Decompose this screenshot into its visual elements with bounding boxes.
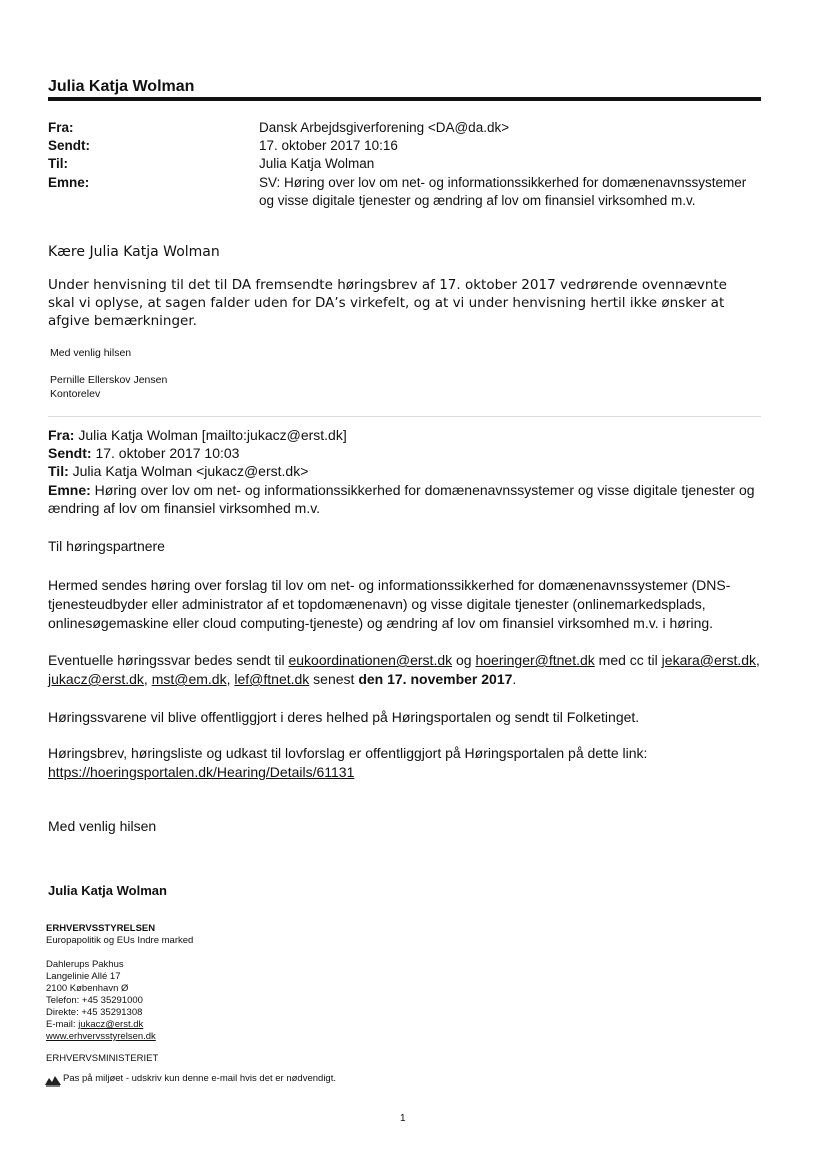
original-subject-label: Emne: [48, 482, 91, 498]
signature-phone: Telefon: +45 35291000 [46, 995, 143, 1006]
signature-email-link[interactable]: jukacz@erst.dk [78, 1019, 144, 1030]
original-sender-name: Julia Katja Wolman [48, 883, 167, 898]
salutation: Til høringspartnere [48, 538, 165, 554]
reply-greeting: Kære Julia Katja Wolman [48, 244, 220, 260]
recycle-icon [44, 1073, 62, 1087]
p2-text: og [452, 652, 476, 668]
hearing-portal-link[interactable]: https://hoeringsportalen.dk/Hearing/Details/61131 [48, 764, 355, 780]
p2-text: , [226, 671, 235, 687]
reply-paragraph-line-2: skal vi oplyse, at sagen falder uden for DA’s virkefelt, og at vi under henvisning hertil ikke ønsker at [48, 295, 725, 311]
original-from-value: Julia Katja Wolman [mailto:jukacz@erst.dk] [74, 427, 347, 443]
paragraph-1-line-1: Hermed sendes høring over forslag til lov om net- og informationssikkerhed for domænenavnssystemer (DNS- [48, 577, 731, 593]
signature-email-label: E-mail: [46, 1019, 79, 1030]
signature-address-1: Dahlerups Pakhus [46, 959, 124, 970]
p2-text: med cc til [594, 652, 662, 668]
original-sent-line [48, 445, 239, 461]
paragraph-1-line-2: tjenesteudbyder eller administrator af et topdomænenavn) og visse digitale tjenester (onlinemarkedsplads, [48, 596, 706, 612]
paragraph-3: Høringssvarene vil blive offentliggjort i deres helhed på Høringsportalen og sendt til Folketinget. [48, 709, 640, 725]
reply-closing: Med venlig hilsen [50, 347, 132, 359]
paragraph-2-line-2 [48, 671, 516, 687]
p2-text: . [512, 671, 517, 687]
reply-sender-name: Pernille Ellerskov Jensen [50, 374, 168, 386]
subject-line-2: og visse digitale tjenester og ændring af lov om finansiel virksomhed m.v. [259, 193, 696, 208]
original-subject-line-2: ændring af lov om finansiel virksomhed m.v. [48, 500, 321, 516]
email-link-hoeringer[interactable]: hoeringer@ftnet.dk [475, 652, 595, 668]
original-sent-value: 17. oktober 2017 10:03 [91, 445, 240, 461]
to-value: Julia Katja Wolman [259, 156, 375, 171]
original-subject-line [48, 482, 755, 498]
signature-direct: Direkte: +45 35291308 [46, 1007, 143, 1018]
eco-note: Pas på miljøet - udskriv kun denne e-mail hvis det er nødvendigt. [63, 1073, 336, 1084]
message-separator [48, 416, 761, 417]
signature-ministry: ERHVERVSMINISTERIET [46, 1053, 159, 1064]
signature-email-line [46, 1019, 143, 1031]
p2-text: senest [309, 671, 359, 687]
original-subject-value: Høring over lov om net- og informationssikkerhed for domænenavnssystemer og visse digitale tjenester og [90, 482, 755, 498]
paragraph-2-line-1 [48, 652, 760, 668]
p2-text: , [756, 652, 760, 668]
email-link-lef[interactable]: lef@ftnet.dk [234, 671, 310, 687]
p2-text: Eventuelle høringssvar bedes sendt til [48, 652, 289, 668]
email-link-mst[interactable]: mst@em.dk [151, 671, 227, 687]
page-number: 1 [400, 1113, 406, 1124]
sent-label: Sendt: [48, 138, 90, 153]
reply-sender-title: Kontorelev [50, 388, 101, 400]
signature-org: ERHVERVSSTYRELSEN [46, 923, 156, 934]
sent-value: 17. oktober 2017 10:16 [259, 138, 398, 153]
signature-website-link[interactable]: www.erhvervsstyrelsen.dk [46, 1031, 156, 1042]
subject-label: Emne: [48, 175, 90, 190]
original-to-line [48, 463, 308, 479]
original-closing: Med venlig hilsen [48, 818, 157, 834]
deadline-date: den 17. november 2017 [358, 671, 513, 687]
original-from-label: Fra: [48, 427, 75, 443]
from-value: Dansk Arbejdsgiverforening <DA@da.dk> [259, 120, 510, 135]
reply-paragraph-line-3: afgive bemærkninger. [48, 313, 197, 329]
email-link-jukacz[interactable]: jukacz@erst.dk [48, 671, 144, 687]
email-link-jekara[interactable]: jekara@erst.dk [661, 652, 757, 668]
title-divider [48, 97, 761, 101]
email-link-eukoordinationen[interactable]: eukoordinationen@erst.dk [288, 652, 453, 668]
original-from-line [48, 427, 347, 443]
signature-address-2: Langelinie Allé 17 [46, 971, 121, 982]
reply-paragraph-line-1: Under henvisning til det til DA fremsendte høringsbrev af 17. oktober 2017 vedrørende ovennævnte [48, 277, 727, 293]
from-label: Fra: [48, 120, 74, 135]
original-to-value: Julia Katja Wolman <jukacz@erst.dk> [68, 463, 309, 479]
to-label: Til: [48, 156, 68, 171]
original-sent-label: Sendt: [48, 445, 92, 461]
paragraph-1-line-3: onlinesøgemaskine eller cloud computing-tjeneste) og ændring af lov om finansiel virksomhed m.v. i høring. [48, 615, 714, 631]
signature-address-3: 2100 København Ø [46, 983, 129, 994]
signature-dept: Europapolitik og EUs Indre marked [46, 935, 194, 946]
p2-text: , [143, 671, 152, 687]
page-title: Julia Katja Wolman [48, 78, 195, 95]
original-to-label: Til: [48, 463, 69, 479]
paragraph-4-line-1: Høringsbrev, høringsliste og udkast til lovforslag er offentliggjort på Høringsportalen på dette link: [48, 745, 648, 761]
subject-line-1: SV: Høring over lov om net- og informationssikkerhed for domænenavnssystemer [259, 175, 747, 190]
